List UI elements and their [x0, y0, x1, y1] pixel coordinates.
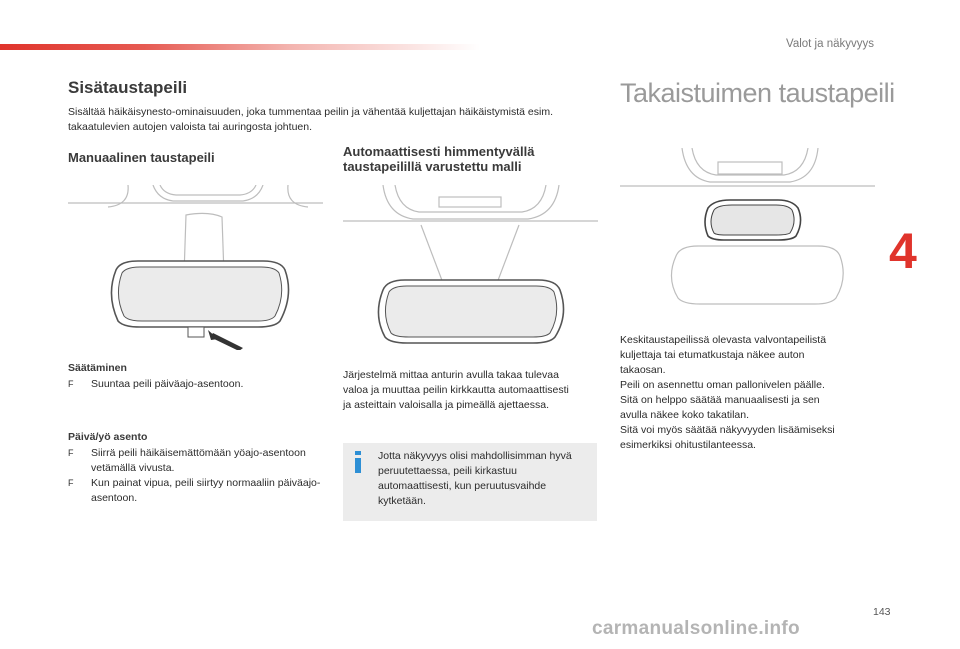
chapter-number: 4 — [889, 223, 917, 279]
auto-mirror-heading: Automaattisesti himmentyvällä taustapeilillä varustettu malli — [343, 144, 535, 174]
intro-text: Sisältää häikäisynesto-ominaisuuden, joka tummentaa peilin ja vähentää kuljettajan häikäistymistä esim. takaatulevien autojen valoista tai auringosta johtuen. — [68, 106, 554, 133]
info-text: Jotta näkyvyys olisi mahdollisimman hyvä peruutettaessa, peili kirkastuu automaattisesti, kun peruutusvaihde kytketään. — [378, 450, 572, 507]
info-icon — [352, 451, 364, 473]
header-accent-bar — [0, 44, 480, 50]
page-title: Sisätaustapeili — [68, 78, 188, 97]
rear-line: kuljettaja tai etumatkustaja näkee auton — [620, 349, 805, 361]
auto-mirror-illustration — [343, 185, 598, 345]
manual-mirror-heading: Manuaalinen taustapeili — [68, 150, 215, 165]
rear-monitoring-mirror-illustration — [620, 148, 875, 308]
watermark: carmanualsonline.info — [592, 618, 800, 639]
rear-line: esimerkiksi ohitustilanteessa. — [620, 439, 756, 451]
page-number: 143 — [873, 606, 891, 618]
auto-mirror-body: Järjestelmä mittaa anturin avulla takaa tulevaa valoa ja muuttaa peilin kirkkautta automaattisesti ja asteittain valoisalla ja pimeällä ajettaessa. — [343, 369, 569, 411]
daynight-item-text: Kun painat vipua, peili siirtyy normaaliin päiväajo-asentoon. — [91, 477, 321, 504]
rear-mirror-title: Takaistuimen taustapeili — [620, 78, 895, 108]
bullet-symbol: F — [68, 478, 74, 488]
rear-line: takaosan. — [620, 364, 666, 376]
rear-mirror-body — [620, 333, 880, 453]
rear-line: Peili on asennettu oman pallonivelen päälle. — [620, 379, 825, 391]
section-title: Valot ja näkyvyys — [786, 38, 874, 50]
daynight-item-2 — [68, 476, 321, 506]
bullet-symbol: F — [68, 448, 74, 458]
adjust-item — [68, 377, 321, 392]
bullet-symbol: F — [68, 379, 74, 389]
adjust-item-text: Suuntaa peili päiväajo-asentoon. — [91, 378, 244, 390]
adjust-subheading: Säätäminen — [68, 362, 127, 374]
rear-line: Sitä voi myös säätää näkyvyyden lisäämiseksi — [620, 424, 835, 436]
daynight-item-text: Siirrä peili häikäisemättömään yöajo-asentoon vetämällä vivusta. — [91, 447, 306, 474]
daynight-subheading: Päivä/yö asento — [68, 431, 148, 443]
manual-mirror-illustration — [68, 185, 323, 350]
rear-line: Sitä on helppo säätää manuaalisesti ja sen — [620, 394, 820, 406]
daynight-item-1 — [68, 446, 321, 476]
rear-line: avulla näkee koko takatilan. — [620, 409, 749, 421]
rear-line: Keskitaustapeilissä olevasta valvontapeilistä — [620, 334, 827, 346]
